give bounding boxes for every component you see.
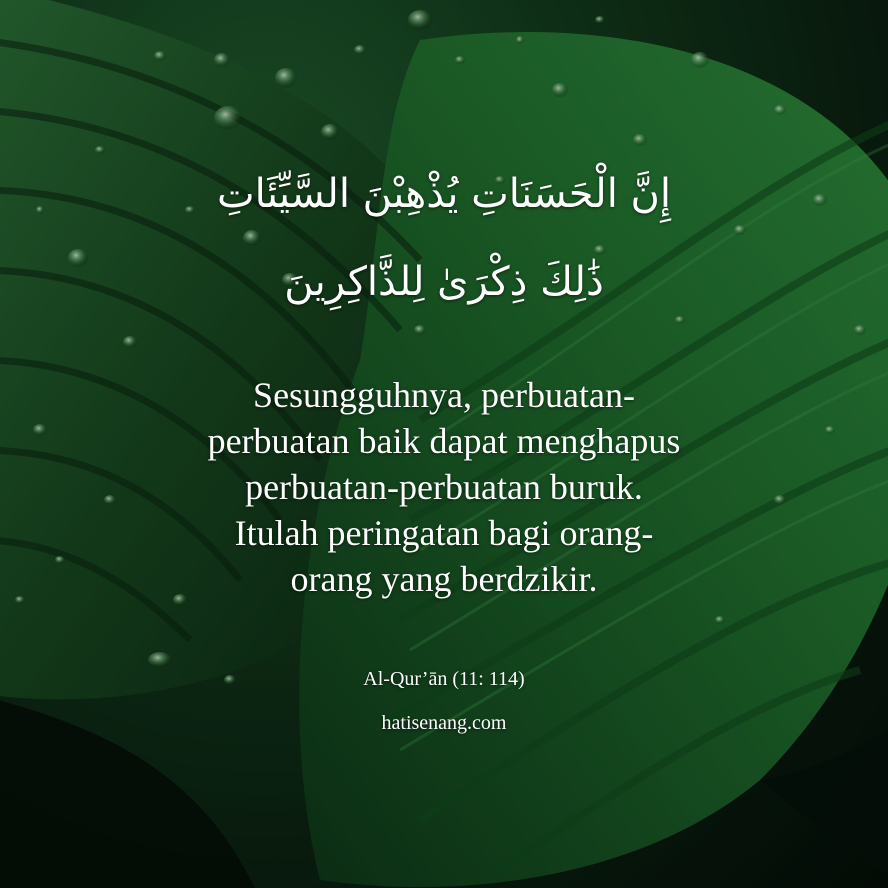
translation-line: Itulah peringatan bagi orang- <box>234 513 654 553</box>
verse-translation <box>60 372 828 602</box>
website-credit: hatisenang.com <box>381 712 507 734</box>
verse-source: Al-Qur’ān (11: 114) <box>363 668 525 690</box>
arabic-verse-line-2: ذَٰلِكَ ذِكْرَىٰ لِلذَّاكِرِينَ <box>284 259 604 305</box>
translation-line: orang yang berdzikir. <box>290 559 598 599</box>
arabic-verse-line-1: إِنَّ الْحَسَنَاتِ يُذْهِبْنَ السَّيِّئَاتِ <box>216 171 672 217</box>
translation-line: perbuatan baik dapat menghapus <box>207 421 681 461</box>
translation-line: Sesungguhnya, perbuatan- <box>253 375 635 415</box>
translation-line: perbuatan-perbuatan buruk. <box>245 467 643 507</box>
